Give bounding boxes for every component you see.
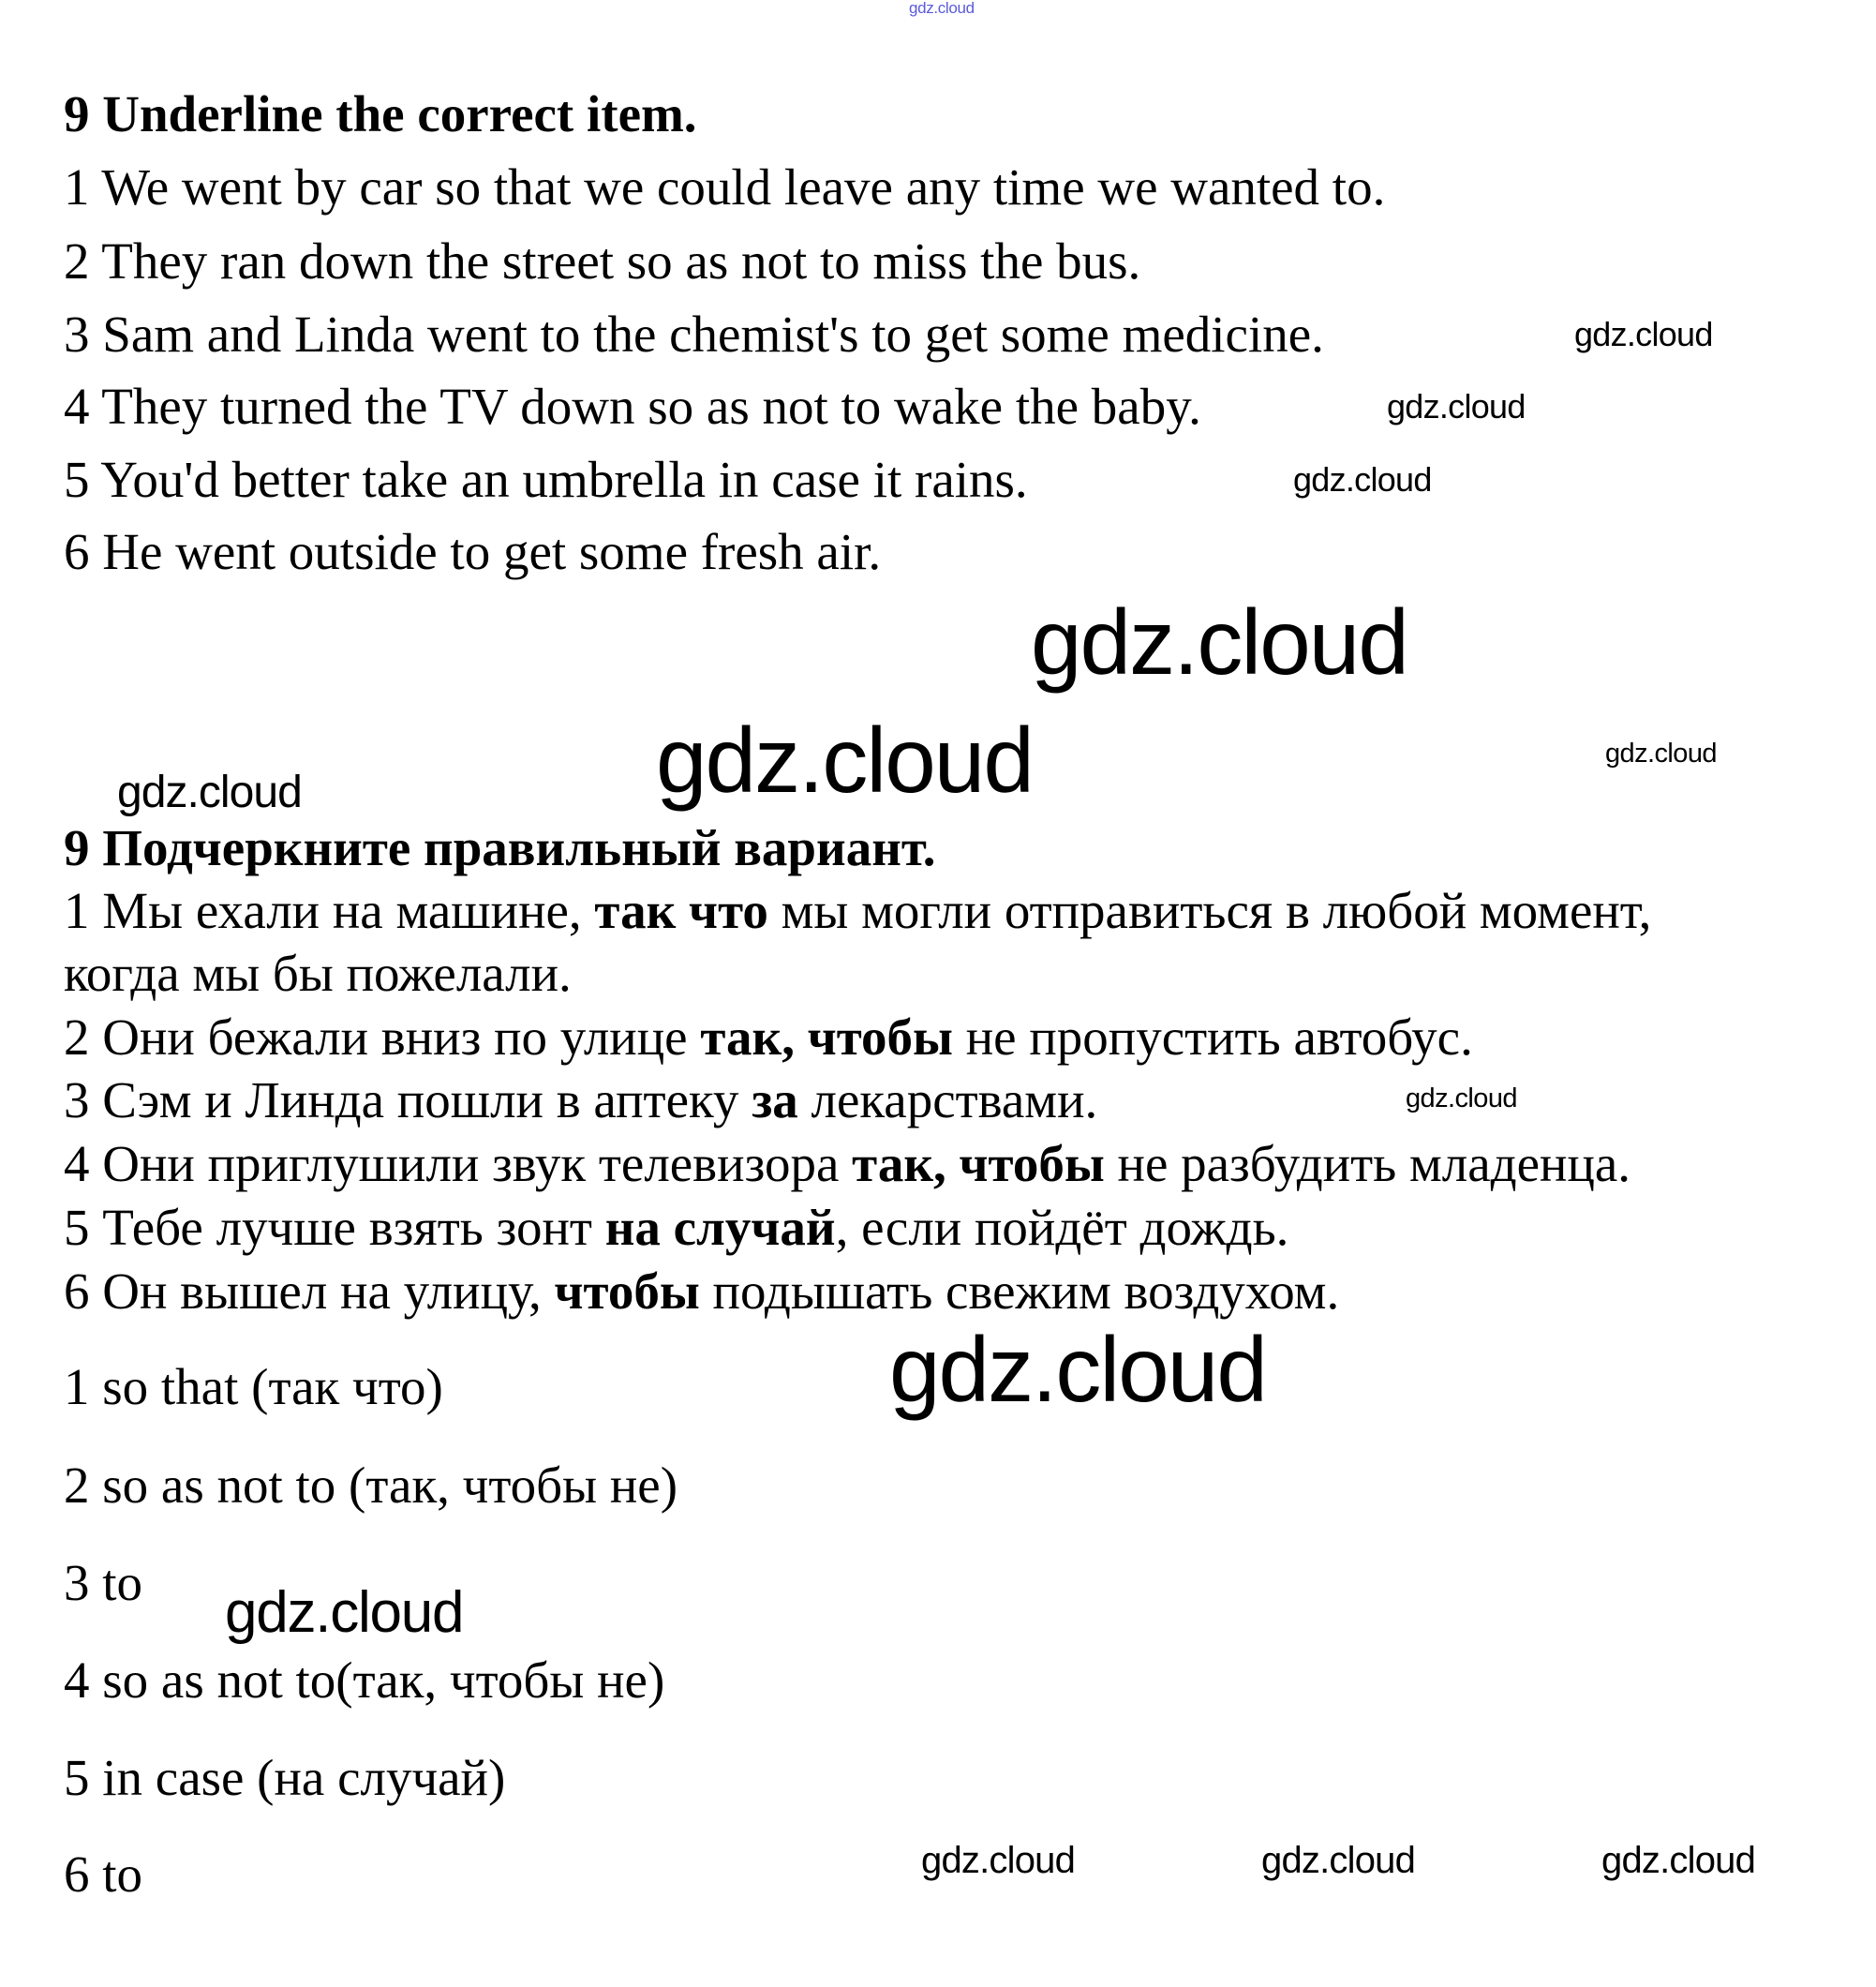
translation-item xyxy=(64,1135,1631,1192)
exercise-item: 4 They turned the TV down so as not to wake the baby. xyxy=(64,378,1201,435)
exercise-item: 6 He went outside to get some fresh air. xyxy=(64,523,882,580)
text: 2 Они бежали вниз по улице xyxy=(64,1008,701,1066)
highlight: так что xyxy=(594,882,768,939)
text: 5 Тебе лучше взять зонт xyxy=(64,1199,605,1256)
text: 3 Сэм и Линда пошли в аптеку xyxy=(64,1071,752,1128)
watermark: gdz.cloud xyxy=(656,709,1033,812)
watermark: gdz.cloud xyxy=(1601,1840,1756,1881)
answer-item: 6 to xyxy=(64,1845,143,1903)
text: когда мы бы пожелали. xyxy=(64,945,572,1002)
watermark: gdz.cloud xyxy=(1293,460,1432,499)
watermark: gdz.cloud xyxy=(1574,315,1713,353)
exercise-item: 3 Sam and Linda went to the chemist's to get some medicine. xyxy=(64,306,1324,363)
exercise-title-ru: 9 Подчеркните правильный вариант. xyxy=(64,819,936,876)
text: не разбудить младенца. xyxy=(1104,1135,1631,1192)
watermark: gdz.cloud xyxy=(909,0,975,17)
translation-item xyxy=(64,1262,1340,1320)
exercise-title-en: 9 Underline the correct item. xyxy=(64,85,697,142)
text: мы могли отправиться в любой момент, xyxy=(767,882,1652,939)
answer-item: 1 so that (так что) xyxy=(64,1358,443,1415)
text: , если пойдёт дождь. xyxy=(835,1199,1289,1256)
text: 1 Мы ехали на машине, xyxy=(64,882,595,939)
highlight: чтобы xyxy=(554,1262,700,1320)
translation-item xyxy=(64,882,1652,939)
highlight: за xyxy=(752,1071,798,1128)
highlight: на случай xyxy=(604,1199,836,1256)
watermark: gdz.cloud xyxy=(921,1840,1076,1881)
translation-item xyxy=(64,1071,1098,1128)
exercise-item: 5 You'd better take an umbrella in case it rains. xyxy=(64,451,1028,508)
highlight: так, чтобы xyxy=(700,1008,953,1066)
translation-item xyxy=(64,1008,1473,1066)
watermark: gdz.cloud xyxy=(1605,739,1717,769)
answer-item: 2 so as not to (так, чтобы не) xyxy=(64,1457,678,1514)
text: не пропустить автобус. xyxy=(952,1008,1473,1066)
watermark: gdz.cloud xyxy=(225,1580,464,1645)
watermark: gdz.cloud xyxy=(117,768,302,817)
translation-item xyxy=(64,1199,1289,1256)
exercise-item: 1 We went by car so that we could leave any time we wanted to. xyxy=(64,158,1386,216)
watermark: gdz.cloud xyxy=(1261,1840,1416,1881)
text: подышать свежим воздухом. xyxy=(699,1262,1340,1320)
watermark: gdz.cloud xyxy=(1406,1083,1517,1113)
watermark: gdz.cloud xyxy=(889,1318,1266,1421)
watermark: gdz.cloud xyxy=(1031,590,1407,694)
answer-item: 4 so as not to(так, чтобы не) xyxy=(64,1651,665,1709)
translation-item xyxy=(64,945,572,1002)
watermark: gdz.cloud xyxy=(1387,387,1526,426)
text: лекарствами. xyxy=(797,1071,1098,1128)
text: 6 Он вышел на улицу, xyxy=(64,1262,555,1320)
answer-item: 3 to xyxy=(64,1554,143,1611)
answer-item: 5 in case (на случай) xyxy=(64,1749,506,1806)
highlight: так, чтобы xyxy=(852,1135,1105,1192)
exercise-item: 2 They ran down the street so as not to miss the bus. xyxy=(64,232,1141,290)
text: 4 Они приглушили звук телевизора xyxy=(64,1135,853,1192)
